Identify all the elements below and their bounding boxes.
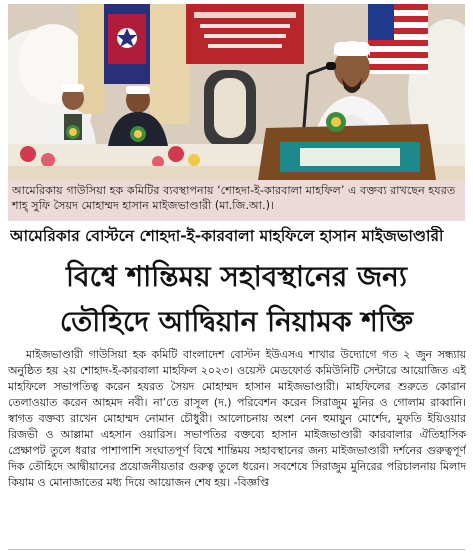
bottom-divider: [8, 549, 465, 550]
headline-line-2: তৌহিদে আদ্বিয়ান নিয়ামক শক্তি: [59, 305, 414, 338]
photo-caption: আমেরিকায় গাউসিয়া হক কমিটির ব্যবস্থাপনায় ‘শোহদা-ই-কারবালা মাহফিল’ এ বক্তব্য রাখছেন হযরত শাহ্ সুফি সৈয়দ মোহাম্মদ হাসান মাইজভাণ্ডারী (মা.জি.আ.)।: [8, 180, 465, 221]
article-body: মাইজভাণ্ডারী গাউসিয়া হক কমিটি বাংলাদেশ বোস্টন ইউএসএ শাখার উদ্যোগে গত ২ জুন সন্ধ্যায় অনুষ্ঠিত হয় ২য় শোহাদ-ই-কারবালা মাহফিল ২০২৩। ওয়েস্ট মেডফোর্ড কমিউনিটি সেন্টারে আয়োজিত এই মাহফিলে সভাপতিত্ব করেন হযরত সৈয়দ মোহাম্মদ হাসান মাইজভাণ্ডারী। মাহফিলের শুরুতে কোরান তেলাওয়াত করেন আহমদ নবী। না’তে রাসূল (দ.) পরিবেশন করেন সিরাজুম মুনির ও গোলাম রাব্বানি। স্বাগত বক্তব্য রাখেন মোহাম্মদ নোমান চৌধুরী। আলোচনায় অংশ নেন হুমায়ুন মোর্শেদ, মুফতি ইয়িওয়ার রিজভী ও আল্লামা এহসান ওয়ারিস। সভাপতির বক্তব্যে হাসান মাইজভাণ্ডারী কারবালার ঐতিহাসিক প্রেক্ষাপট তুলে ধরার পাশাপাশি সংঘাতপূর্ণ বিশ্বে শান্তিময় সহাবস্থানের জন্য মাইজভাণ্ডারী দর্শনের গুরুত্বপূর্ণ দিক তৌহিদে আদ্বীয়ানের প্রয়োজনীয়তার গুরুত্ব তুলে ধরেন। সবশেষে সিরাজুম মুনিরের পরিচালনায় মিলাদ কিয়াম ও মোনাজাতের মধ্য দিয়ে আয়োজন শেষ হয়। -বিজ্ঞপ্তি: [8, 348, 466, 489]
headline-line-1: বিশ্বে শান্তিময় সহাবস্থানের জন্য: [66, 260, 407, 293]
kicker-headline: আমেরিকার বোস্টনে শোহদা-ই-কারবালা মাহফিলে হাসান মাইজভাণ্ডারী: [10, 227, 444, 245]
event-photo: [8, 4, 465, 180]
main-headline: [6, 254, 467, 344]
